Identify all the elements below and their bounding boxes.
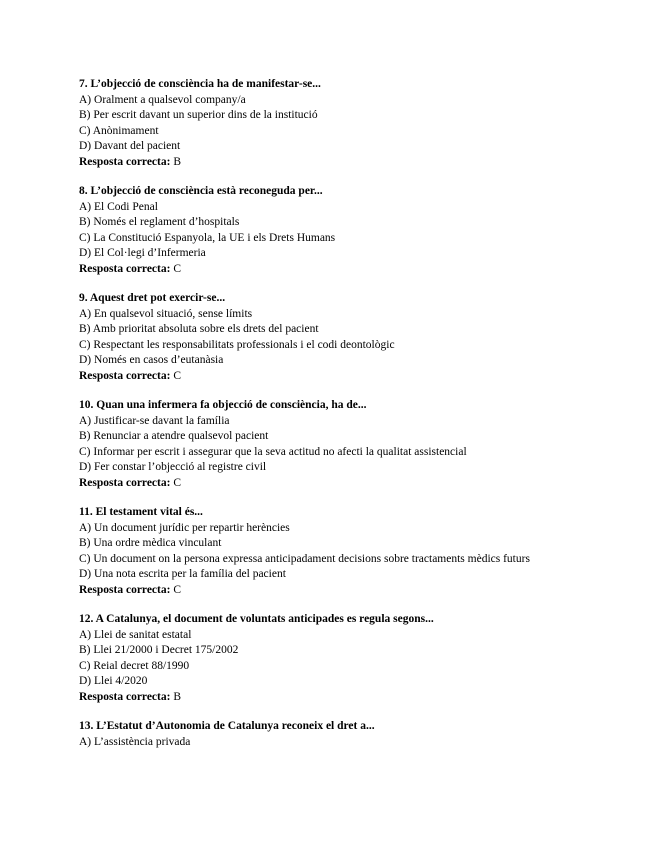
correct-answer xyxy=(79,476,639,492)
answer-option: C) Anònimament xyxy=(79,124,159,137)
correct-answer-label: Resposta correcta: xyxy=(79,155,171,168)
correct-answer-value: B xyxy=(173,690,181,703)
question-title: 9. Aquest dret pot exercir-se... xyxy=(79,292,226,304)
correct-answer-value: C xyxy=(173,583,181,596)
correct-answer-label: Resposta correcta: xyxy=(79,583,171,596)
question-block xyxy=(79,719,639,750)
question-block xyxy=(79,291,639,384)
correct-answer-value: B xyxy=(173,155,181,168)
correct-answer xyxy=(79,690,639,706)
question-block xyxy=(79,398,639,491)
answer-option: D) El Col·legi d’Infermeria xyxy=(79,247,206,259)
correct-answer-label: Resposta correcta: xyxy=(79,262,171,275)
answer-option: C) Respectant les responsabilitats professionals i el codi deontològic xyxy=(79,338,395,351)
question-block xyxy=(79,184,639,277)
answer-option: B) Llei 21/2000 i Decret 175/2002 xyxy=(79,644,239,656)
question-block xyxy=(79,612,639,705)
correct-answer xyxy=(79,155,639,171)
answer-option: D) Llei 4/2020 xyxy=(79,675,148,687)
question-title: 7. L’objecció de consciència ha de manifestar-se... xyxy=(79,78,321,90)
answer-option: A) L’assistència privada xyxy=(79,735,191,748)
question-title: 13. L’Estatut d’Autonomia de Catalunya reconeix el dret a... xyxy=(79,720,375,732)
correct-answer xyxy=(79,369,639,385)
answer-option: B) Per escrit davant un superior dins de la institució xyxy=(79,109,318,121)
question-block xyxy=(79,505,639,598)
answer-option: B) Amb prioritat absoluta sobre els drets del pacient xyxy=(79,323,319,335)
answer-option: A) El Codi Penal xyxy=(79,200,158,213)
answer-option: B) Renunciar a atendre qualsevol pacient xyxy=(79,430,269,442)
correct-answer-value: C xyxy=(173,369,181,382)
answer-option: A) Llei de sanitat estatal xyxy=(79,628,192,641)
answer-option: A) Un document jurídic per repartir herències xyxy=(79,521,290,534)
correct-answer-label: Resposta correcta: xyxy=(79,369,171,382)
question-block xyxy=(79,77,639,170)
correct-answer-value: C xyxy=(173,262,181,275)
correct-answer xyxy=(79,262,639,278)
answer-option: A) Justificar-se davant la família xyxy=(79,414,230,427)
answer-option: B) Una ordre mèdica vinculant xyxy=(79,537,222,549)
answer-option: D) Només en casos d’eutanàsia xyxy=(79,354,224,366)
question-title: 12. A Catalunya, el document de voluntats anticipades es regula segons... xyxy=(79,613,434,625)
answer-option: A) En qualsevol situació, sense límits xyxy=(79,307,253,320)
answer-option: C) Reial decret 88/1990 xyxy=(79,659,190,672)
correct-answer xyxy=(79,583,639,599)
answer-option: C) La Constitució Espanyola, la UE i els Drets Humans xyxy=(79,231,336,244)
answer-option: D) Davant del pacient xyxy=(79,140,181,152)
answer-option: A) Oralment a qualsevol company/a xyxy=(79,93,246,106)
document-page xyxy=(79,77,639,764)
answer-option: D) Una nota escrita per la família del pacient xyxy=(79,568,286,580)
answer-option: C) Un document on la persona expressa anticipadament decisions sobre tractaments mèdics futurs xyxy=(79,552,530,565)
question-title: 10. Quan una infermera fa objecció de consciència, ha de... xyxy=(79,399,367,411)
question-title: 11. El testament vital és... xyxy=(79,506,203,518)
question-title: 8. L’objecció de consciència està reconeguda per... xyxy=(79,185,323,197)
correct-answer-value: C xyxy=(173,476,181,489)
correct-answer-label: Resposta correcta: xyxy=(79,476,171,489)
answer-option: D) Fer constar l’objecció al registre civil xyxy=(79,461,267,473)
answer-option: C) Informar per escrit i assegurar que la seva actitud no afecti la qualitat assistencial xyxy=(79,445,467,458)
answer-option: B) Només el reglament d’hospitals xyxy=(79,216,240,228)
correct-answer-label: Resposta correcta: xyxy=(79,690,171,703)
